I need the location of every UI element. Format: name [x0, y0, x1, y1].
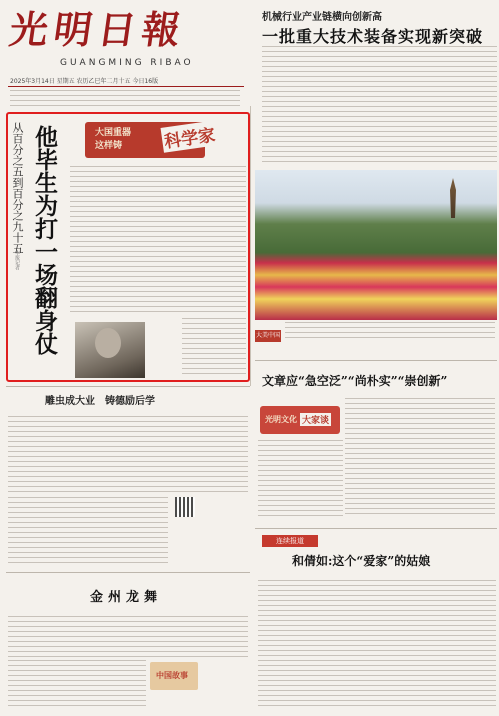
column-divider [250, 106, 251, 386]
garden-photo [255, 170, 497, 320]
feature-title[interactable]: 他毕生为打一场翻身仗 [31, 125, 58, 355]
front-headline[interactable]: 一批重大技术装备实现新突破 [262, 27, 484, 46]
masthead-info-block [10, 90, 240, 108]
photo-caption [285, 322, 495, 342]
feature-banner-stamp: 科学家 [161, 120, 219, 152]
qr-code[interactable] [175, 497, 195, 517]
feature-byline: 本报记者 [14, 250, 20, 270]
serial-headline[interactable]: 和倩如:这个“爱家”的姑娘 [292, 554, 431, 568]
article-headline[interactable]: 文章应“急空泛”“尚朴实”“崇创新” [262, 374, 448, 388]
bottom-body-2 [8, 660, 146, 710]
article-stamp-right: 大家谈 [300, 413, 331, 426]
masthead-rule [8, 86, 244, 87]
portrait-face [95, 328, 121, 358]
feature-body-text-2 [182, 318, 246, 378]
divider [6, 572, 250, 573]
feature-banner-line1: 大国重器 [95, 128, 132, 138]
photo-section-tag: 大美中国 [255, 330, 281, 342]
feature-banner-line2: 这样铸 [95, 141, 123, 151]
bottom-body [8, 616, 248, 658]
feature-subtitle: 从百分之五到百分之九十五 [11, 122, 24, 254]
mid-body-2 [8, 497, 168, 567]
front-kicker: 机械行业产业链横向创新高 [262, 12, 382, 23]
article-body [345, 398, 495, 518]
serial-tag: 连续报道 [262, 535, 318, 547]
article-stamp-left: 光明文化 [265, 414, 297, 424]
bottom-headline[interactable]: 金州龙舞 [90, 590, 163, 605]
mid-headline[interactable]: 雕虫成大业 铸德励后学 [45, 396, 155, 407]
feature-body-text [70, 166, 246, 316]
bottom-stamp-text: 中国故事 [156, 670, 188, 680]
serial-body [258, 580, 496, 710]
divider [255, 360, 497, 361]
divider [255, 528, 497, 529]
masthead-logo: 光明日報 [6, 7, 190, 52]
masthead-pinyin: GUANGMING RIBAO [60, 58, 194, 68]
dateline: 2025年3月14日 星期五 农历乙巳年二月十五 今日16版 [10, 78, 159, 85]
article-body-2 [258, 440, 343, 520]
front-article-body [262, 46, 497, 164]
mid-body [8, 416, 248, 496]
divider [6, 386, 250, 387]
